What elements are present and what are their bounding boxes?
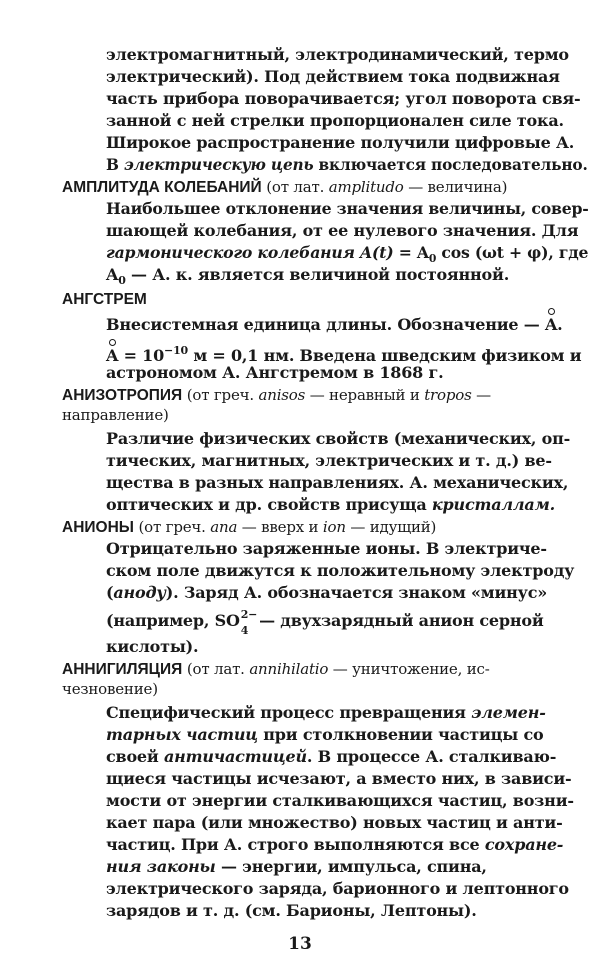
subscript: 4 [240,624,249,637]
intro-line-6 [106,154,588,176]
italic-term: электрическую цепь [123,155,314,174]
text: м = 0,1 нм. Введена шведским физиком и [187,346,582,365]
intro-line-5: Широкое распространение получили цифровые А. [106,133,575,152]
text: . [557,315,563,334]
formula: = 10 [118,346,165,365]
formula: = A [393,243,429,262]
subscript: 0 [428,252,437,265]
angstrom-symbol: A [106,346,119,365]
anizotropia-etymology-cont: направление) [62,406,169,424]
anizotropia-line-2: тических, магнитных, электрических и т. д.) ве- [106,451,552,470]
entry-heading-anizotropia [62,384,491,406]
entry-term: АНИЗОТРОПИЯ [62,387,183,404]
annigilyatsia-line-9: электрического заряда, барионного и лептонного [106,879,569,898]
text: оптических и др. свойств присуща [106,495,432,514]
annigilyatsia-line-3 [106,746,556,768]
angstrom-symbol: A [544,315,558,334]
text: Внесистемная единица длины. Обозначение — [106,315,545,334]
ion-charge [240,608,258,637]
italic-term: элемен- [471,703,546,722]
etymology: (от греч. [182,386,259,404]
angstrem-line-2 [106,340,582,365]
etymology-word: anisos [258,386,306,404]
italic-term: тарных частиц [106,725,258,744]
text: частиц. При А. строго выполняются все [106,835,485,854]
aniony-line-3 [106,582,547,604]
aniony-line-5: кислоты). [106,637,199,656]
entry-heading-angstrem [62,288,147,310]
entry-term: АНГСТРЕМ [62,291,147,308]
aniony-line-2: ском поле движутся к положительному электроду [106,561,575,580]
text: — энергии, импульса, спина, [215,857,487,876]
text: — двухзарядный анион серной [253,611,544,630]
entry-heading-annigilyatsia [62,658,490,680]
text: включается последовательно. [313,155,588,174]
annigilyatsia-line-7 [106,834,563,856]
amplituda-line-3 [106,242,588,264]
intro-line-2: электрический). Под действием тока подвижная [106,67,560,86]
annigilyatsia-line-2 [106,724,544,746]
entry-heading-aniony [62,516,436,538]
etymology: — неравный и [305,386,425,404]
entry-term: АНИОНЫ [62,519,134,536]
anizotropia-line-3: щества в разных направлениях. А. механических, [106,473,569,492]
text: ). Заряд А. обозначается знаком «минус» [165,583,548,602]
etymology: (от лат. [182,660,250,678]
etymology: — вверх и [237,518,323,536]
text: своей [106,747,164,766]
amplituda-line-2: шающей колебания, от ее нулевого значения. Для [106,221,579,240]
annigilyatsia-line-6: кает пара (или множество) новых частиц и анти- [106,813,563,832]
superscript: −10 [164,344,188,357]
angstrem-line-3: астрономом А. Ангстремом в 1868 г. [106,363,444,382]
etymology: — [471,386,491,404]
text: — А. к. является величиной постоянной. [125,265,510,284]
aniony-line-1: Отрицательно заряженные ионы. В электриче- [106,539,547,558]
text: . В процессе А. сталкиваю- [306,747,557,766]
italic-term: ния законы [106,857,216,876]
italic-term: сохране- [484,835,564,854]
text: В [106,155,124,174]
annigilyatsia-line-10: зарядов и т. д. (см. Барионы, Лептоны). [106,901,477,920]
entry-term: АННИГИЛЯЦИЯ [62,661,183,678]
formula: (например, SO [106,611,240,630]
italic-term: кристаллам. [431,495,555,514]
intro-line-1: электромагнитный, электродинамический, термо [106,45,569,64]
formula: cos (ωt + φ), где [436,243,589,262]
intro-line-4: занной с ней стрелки пропорционален силе тока. [106,111,564,130]
text: Специфический процесс превращения [106,703,472,722]
amplituda-line-4 [106,264,509,286]
annigilyatsia-line-1 [106,702,546,724]
formula: A [106,265,119,284]
etymology-word: tropos [424,386,472,404]
annigilyatsia-line-5: мости от энергии сталкивающихся частиц, возни- [106,791,574,810]
entry-term: АМПЛИТУДА КОЛЕБАНИЙ [62,179,262,196]
annigilyatsia-line-4: щиеся частицы исчезают, а вместо них, в зависи- [106,769,572,788]
page-number: 13 [288,934,312,954]
etymology-word: ana [210,518,238,536]
italic-term: аноду [113,583,166,602]
aniony-line-4 [106,608,544,637]
amplituda-line-1: Наибольшее отклонение значения величины, совер- [106,199,589,218]
entry-heading-amplituda [62,176,507,198]
annigilyatsia-line-8 [106,856,487,878]
angstrem-line-1 [106,314,563,336]
etymology: (от греч. [133,518,211,536]
etymology-word: ion [322,518,346,536]
etymology-word: annihilatio [249,660,329,678]
etymology: (от лат. [261,178,329,196]
anizotropia-line-1: Различие физических свойств (механических, оп- [106,429,571,448]
annigilyatsia-etymology-cont: чезновение) [62,680,158,698]
superscript: 2− [240,608,258,621]
italic-term: античастицей [163,747,307,766]
subscript: 0 [118,274,126,287]
text: при столкновении частицы со [257,725,544,744]
etymology: — величина) [403,178,508,196]
text: ( [106,583,114,602]
anizotropia-line-4 [106,494,555,516]
intro-line-3: часть прибора поворачивается; угол поворота свя- [106,89,581,108]
etymology: — идущий) [345,518,437,536]
italic-term: гармонического колебания A(t) [106,243,394,262]
etymology: — уничтожение, ис- [328,660,490,678]
etymology-word: amplitudo [328,178,404,196]
